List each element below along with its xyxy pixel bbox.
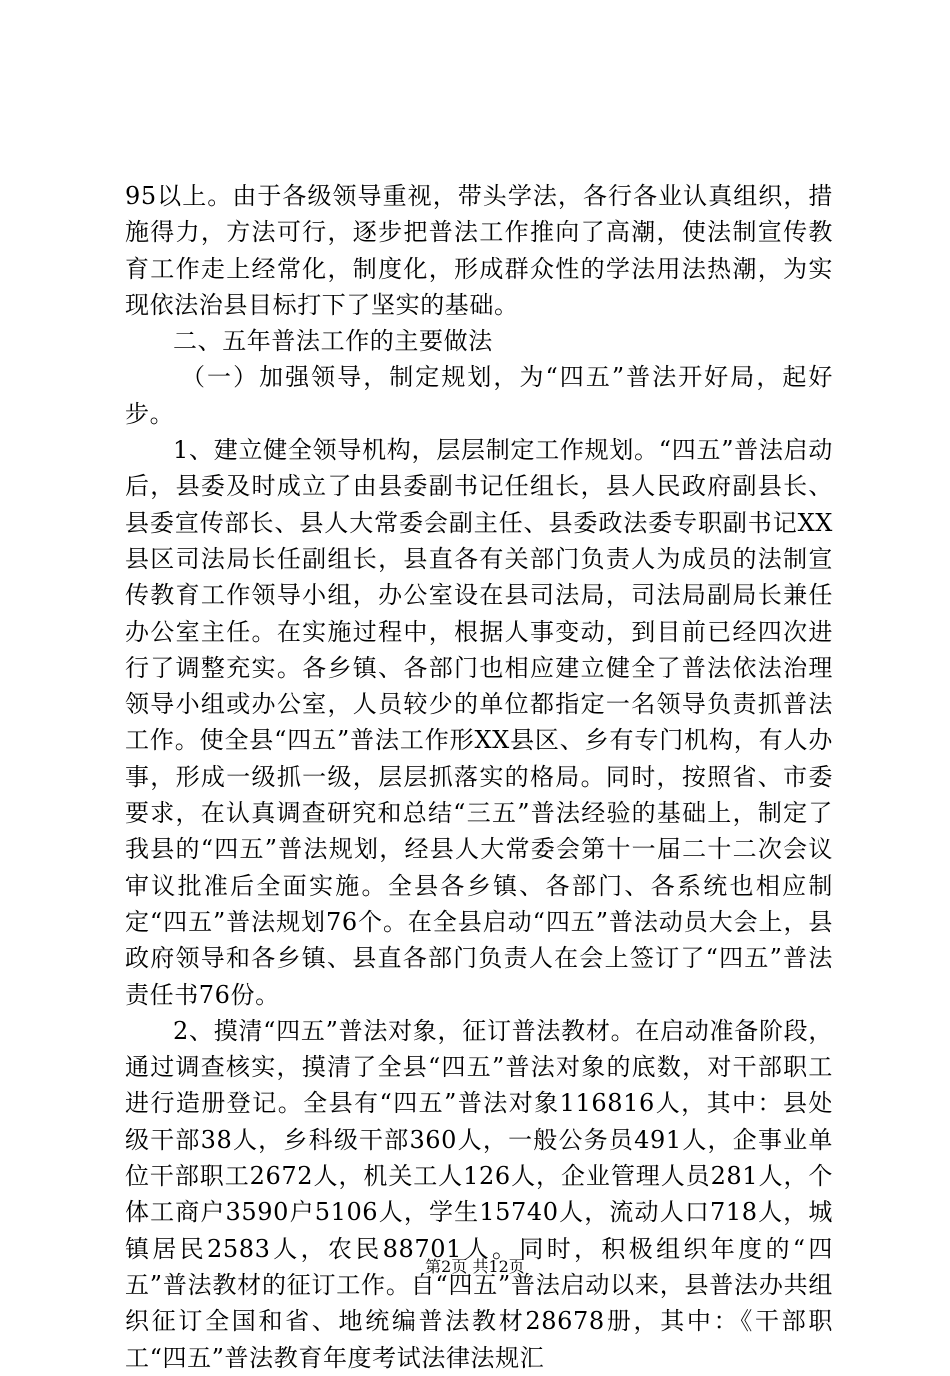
subsection-heading: （一）加强领导，制定规划，为“四五”普法开好局，起好步。 [125, 363, 833, 428]
paragraph-item-1: 1、建立健全领导机构，层层制定工作规划。“四五”普法启动后，县委及时成立了由县委副书记任组长，县人民政府副县长、县委宣传部长、县人大常委会副主任、县委政法委专职副书记XX县区司法局长任副组长，县直各有关部门负责人为成员的法制宣传教育工作领导小组，办公室设在县司法局，司法局副局长兼任办公室主任。在实施过程中，根据人事变动，到目前已经四次进行了调整充实。各乡镇、各部门也相应建立健全了普法依法治理领导小组或办公室，人员较少的单位都指定一名领导负责抓普法工作。使全县“四五”普法工作形XX县区、乡有专门机构，有人办事，形成一级抓一级，层层抓落实的格局。同时，按照省、市委要求，在认真调查研究和总结“三五”普法经验的基础上，制定了我县的“四五”普法规划，经县人大常委会第十一届二十二次会议审议批准后全面实施。全县各乡镇、各部门、各系统也相应制定“四五”普法规划76个。在全县启动“四五”普法动员大会上，县政府领导和各乡镇、县直各部门负责人在会上签订了“四五”普法责任书76份。 [125, 436, 833, 1009]
section-heading: 二、五年普法工作的主要做法 [173, 327, 493, 356]
paragraph-intro-continuation: 95以上。由于各级领导重视，带头学法，各行各业认真组织，措施得力，方法可行，逐步把普法工作推向了高潮，使法制宣传教育工作走上经常化，制度化，形成群众性的学法用法热潮，为实现依法治县目标打下了坚实的基础。 [125, 182, 833, 319]
document-body [125, 178, 833, 1376]
paragraph-item-2: 2、摸清“四五”普法对象，征订普法教材。在启动准备阶段，通过调查核实，摸清了全县“四五”普法对象的底数，对干部职工进行造册登记。全县有“四五”普法对象116816人，其中：县处级干部38人，乡科级干部360人，一般公务员491人，企事业单位干部职工2672人，机关工人126人，企业管理人员281人，个体工商户3590户5106人，学生15740人，流动人口718人，城镇居民2583人，农民88701人。同时，积极组织年度的“四五”普法教材的征订工作。自“四五”普法启动以来，县普法办共组织征订全国和省、地统编普法教材28678册，其中：《干部职工“四五”普法教育年度考试法律法规汇 [125, 1016, 833, 1372]
page-footer: 第2页 共12页 [425, 1257, 525, 1276]
